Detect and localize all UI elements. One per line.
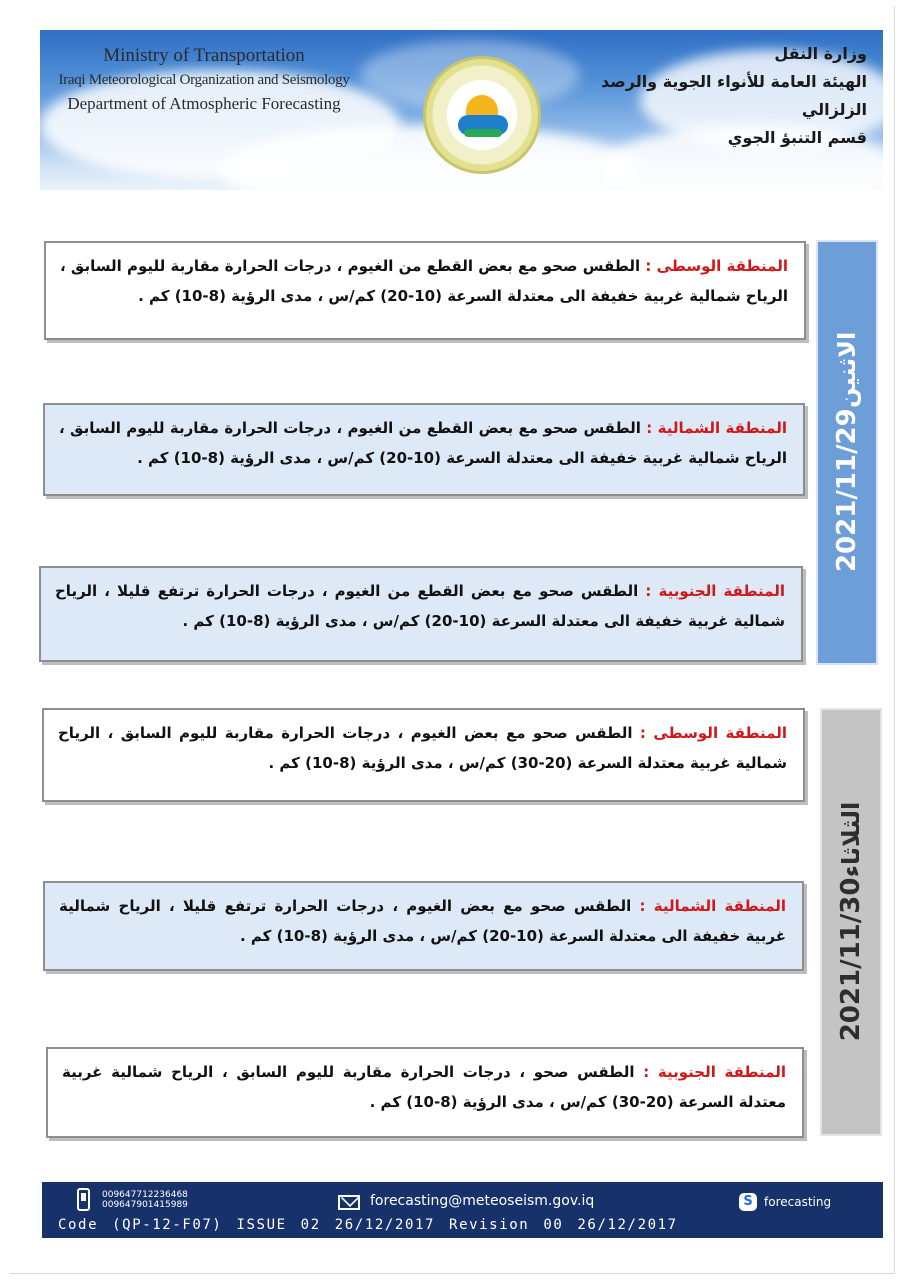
forecast-day2-north	[43, 881, 804, 971]
forecast-text: الطقس صحو مع بعض القطع من الغيوم ، درجات الحرارة مقاربة لليوم السابق ، الرياح شمالية غربية خفيفة الى معتدلة السرعة (10-20) كم/س ، مدى الرؤية (8-10) كم .	[60, 257, 788, 305]
document-code: Code (QP-12-F07) ISSUE 02 26/12/2017 Revision 00 26/12/2017	[58, 1217, 678, 1233]
forecast-day1-north	[43, 403, 805, 496]
forecast-text: الطقس صحو ، درجات الحرارة مقاربة لليوم السابق ، الرياح شمالية غربية معتدلة السرعة (20-30) كم/س ، مدى الرؤية (8-10) كم .	[62, 1063, 786, 1111]
skype-icon: S	[739, 1193, 757, 1211]
header-arabic-title	[567, 40, 867, 152]
footer-bar	[42, 1182, 883, 1238]
department-name-ar: قسم التنبؤ الجوي	[727, 128, 867, 147]
forecast-text: الطقس صحو مع بعض القطع من الغيوم ، درجات الحرارة ترتفع قليلا ، الرياح شمالية غربية خفيفة الى معتدلة السرعة (10-20) كم/س ، مدى الرؤية (8-10) كم .	[55, 582, 785, 630]
day-name: الاثنين	[833, 332, 861, 409]
region-label: المنطقة الوسطى :	[639, 724, 787, 742]
date-value: 2021/11/30	[836, 877, 866, 1042]
forecast-text: الطقس صحو مع بعض الغيوم ، درجات الحرارة ترتفع قليلا ، الرياح شمالية غربية خفيفة الى معتدلة السرعة (10-20) كم/س ، مدى الرؤية (8-10) كم .	[59, 897, 786, 945]
skype-handle: forecasting	[764, 1195, 832, 1209]
forecast-text: الطقس صحو مع بعض الغيوم ، درجات الحرارة مقاربة لليوم السابق ، الرياح شمالية غربية معتدلة السرعة (20-30) كم/س ، مدى الرؤية (8-10) كم .	[58, 724, 787, 772]
email-address[interactable]: forecasting@meteoseism.gov.iq	[370, 1193, 595, 1209]
region-label: المنطقة الجنوبية :	[643, 1063, 786, 1081]
phone-icon	[77, 1188, 90, 1211]
region-label: المنطقة الشمالية :	[646, 419, 787, 437]
forecast-day2-central	[42, 708, 805, 802]
organization-logo	[423, 56, 541, 174]
organization-name-en: Iraqi Meteorological Organization and Seismology	[58, 72, 350, 88]
forecast-text: الطقس صحو مع بعض القطع من الغيوم ، درجات الحرارة مقاربة لليوم السابق ، الرياح شمالية غربية خفيفة الى معتدلة السرعة (10-20) كم/س ، مدى الرؤية (8-10) كم .	[59, 419, 787, 467]
department-name-en: Department of Atmospheric Forecasting	[67, 94, 341, 113]
header-banner	[40, 30, 883, 190]
logo-sun-icon	[466, 95, 498, 117]
phone-numbers	[102, 1190, 188, 1210]
phone-number: 009647712236468	[102, 1190, 188, 1200]
forecast-day1-central	[44, 241, 806, 340]
day-name: الثلاثاء	[837, 802, 865, 878]
phone-number: 009647901415989	[102, 1200, 188, 1210]
date-bar-day1	[816, 240, 878, 665]
ministry-name-en: Ministry of Transportation	[103, 45, 305, 66]
forecast-day1-south	[39, 566, 803, 662]
date-value: 2021/11/29	[832, 408, 862, 573]
ministry-name-ar: وزارة النقل	[774, 44, 867, 63]
header-english-title	[54, 44, 354, 116]
organization-name-ar: الهيئة العامة للأنواء الجوية والرصد الزلزالي	[601, 72, 867, 119]
mail-icon	[338, 1195, 360, 1210]
forecast-day2-south	[46, 1047, 804, 1138]
region-label: المنطقة الشمالية :	[639, 897, 787, 915]
date-label	[832, 332, 862, 572]
region-label: المنطقة الوسطى :	[645, 257, 788, 275]
logo-ground-icon	[464, 129, 502, 137]
region-label: المنطقة الجنوبية :	[645, 582, 785, 600]
date-bar-day2	[820, 708, 882, 1136]
date-label	[836, 802, 866, 1041]
